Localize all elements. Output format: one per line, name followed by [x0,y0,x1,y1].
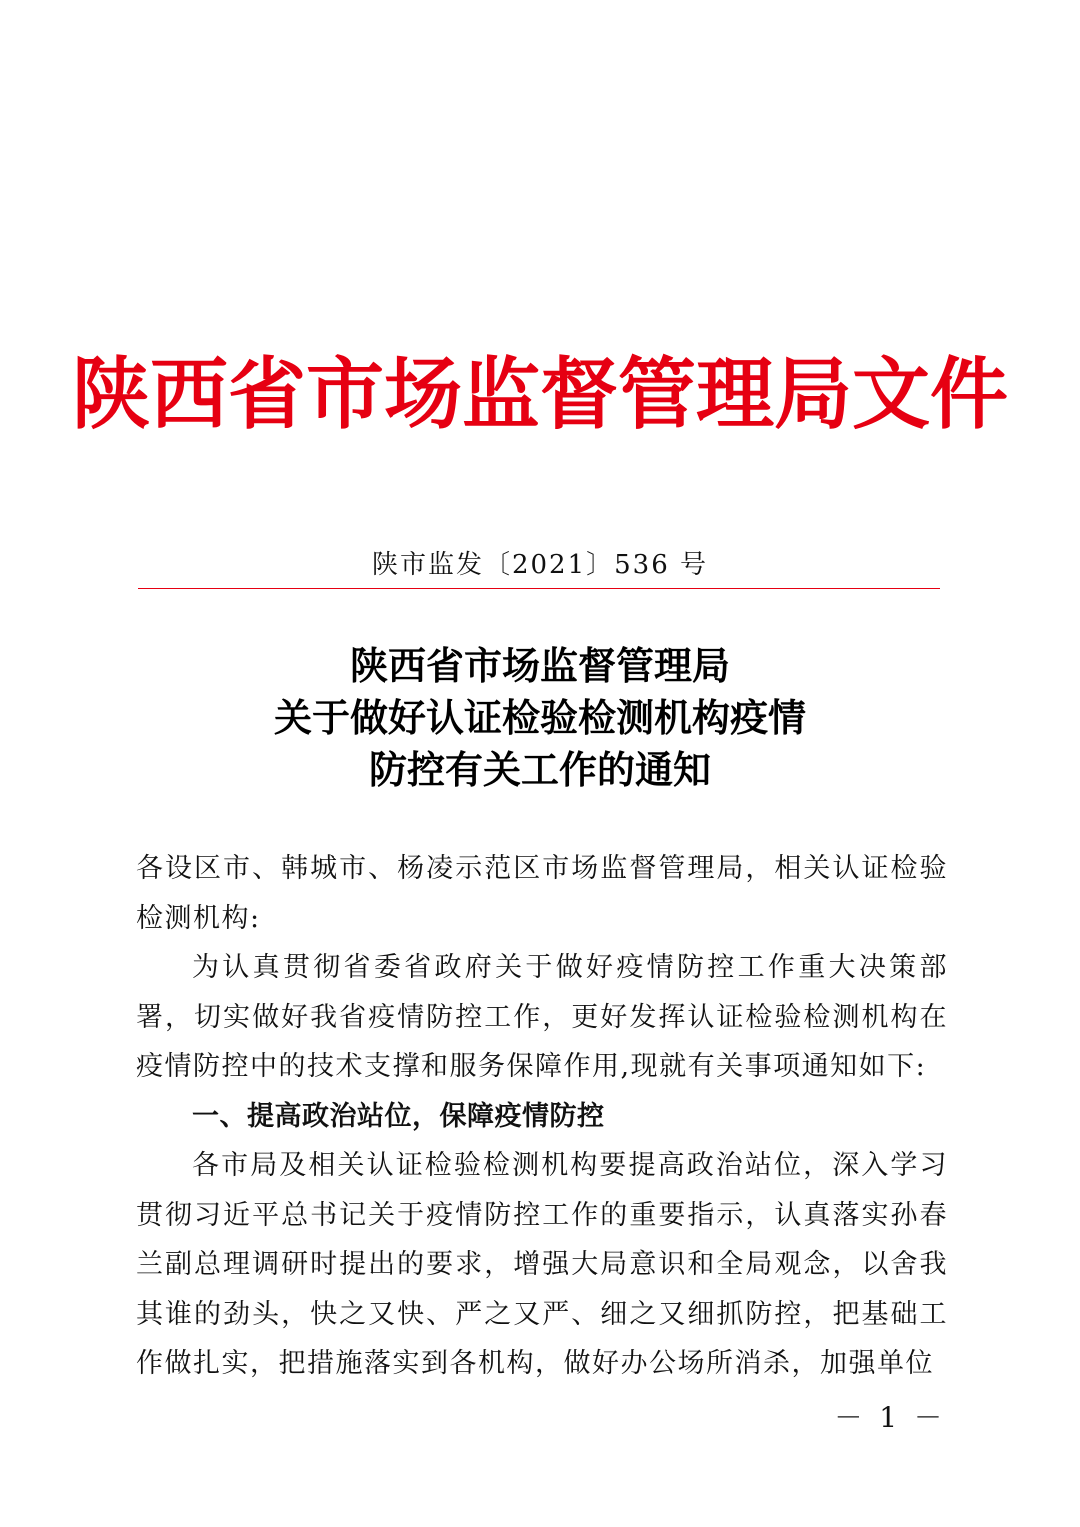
intro-paragraph: 为认真贯彻省委省政府关于做好疫情防控工作重大决策部署，切实做好我省疫情防控工作，更好发挥认证检验检测机构在疫情防控中的技术支撑和服务保障作用,现就有关事项通知如下: [136,952,948,1082]
document-body [136,844,948,1389]
salutation: 各设区市、韩城市、杨凌示范区市场监督管理局，相关认证检验检测机构: [136,853,948,934]
document-number: 陕市监发〔2021〕536 号 [371,550,709,580]
issuer-header-title: 陕西省市场监督管理局文件 [71,349,1008,440]
section-paragraph-1: 各市局及相关认证检验检测机构要提高政治站位，深入学习贯彻习近平总书记关于疫情防控工作的重要指示，认真落实孙春兰副总理调研时提出的要求，增强大局意识和全局观念，以舍我其谁的劲头，快之又快、严之又严、细之又细抓防控，把基础工作做扎实，把措施落实到各机构，做好办公场所消杀，加强单位 [136,1150,948,1379]
page-number: － 1 － [834,1401,946,1434]
red-divider-line [138,588,940,589]
title-line-1: 陕西省市场监督管理局 [349,643,730,688]
section-heading-1: 一、提高政治站位，保障疫情防控 [192,1100,605,1132]
document-title [0,640,1080,796]
title-line-2: 关于做好认证检验检测机构疫情 [273,695,806,740]
title-line-3: 防控有关工作的通知 [368,747,711,792]
